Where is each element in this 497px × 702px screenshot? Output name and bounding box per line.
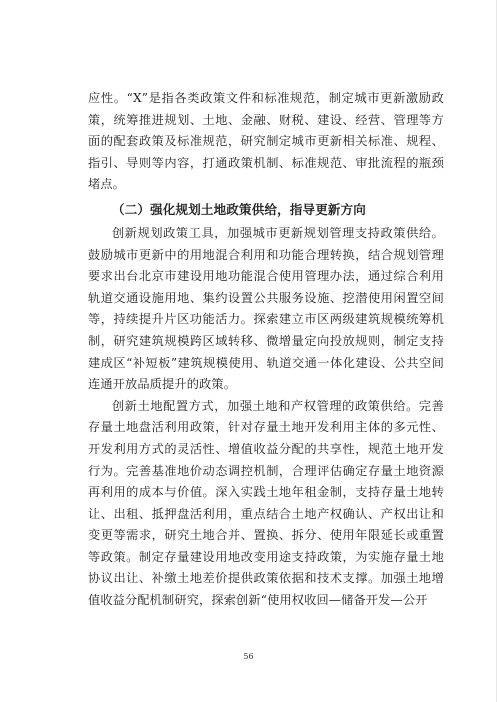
- page-body: [88, 88, 444, 612]
- page-number: 56: [243, 652, 254, 661]
- paragraph-land-policy: 创新土地配置方式，加强土地和产权管理的政策供给。完善存量土地盘活利用政策，针对存量土地开发利用主体的多元性、开发利用方式的灵活性、增值收益分配的共享性，规范土地开发行为。完善基准地价动态调控机制，合理评估确定存量土地资源再利用的成本与价值。深入实践土地年租金制，支持存量土地转让、出租、抵押盘活利用，重点结合土地产权确认、产权出让和变更等需求，研究土地合并、置换、拆分、使用年限延长或重置等政策。制定存量建设用地改变用途支持政策，为实施存量土地协议出让、补缴土地差价提供政策依据和技术支撑。加强土地增值收益分配机制研究，探索创新“使用权收回—储备开发—公开: [88, 398, 444, 608]
- paragraph-planning-policy: 创新规划政策工具，加强城市更新规划管理支持政策供给。鼓励城市更新中的用地混合利用和功能合理转换，结合规划管理要求出台北京市建设用地功能混合使用管理办法，通过综合利用轨道交通设施用地、集约设置公共服务设施、挖潜使用闲置空间等，持续提升片区功能活力。探索建立市区两级建筑规模统筹机制，研究建筑规模跨区域转移、微增量定向投放规则，制定支持建成区“补短板”建筑规模使用、轨道交通一体化建设、公共空间连通开放品质提升的政策。: [88, 225, 444, 392]
- section-heading: （二）强化规划土地政策供给，指导更新方向: [112, 201, 367, 217]
- paragraph-continued: 应性。“X”是指各类政策文件和标准规范，制定城市更新激励政策，统筹推进规划、土地、金融、财税、建设、经营、管理等方面的配套政策及标准规范，研究制定城市更新相关标准、规程、指引、导则等内容，打通政策机制、标准规范、审批流程的瓶颈堵点。: [88, 91, 444, 192]
